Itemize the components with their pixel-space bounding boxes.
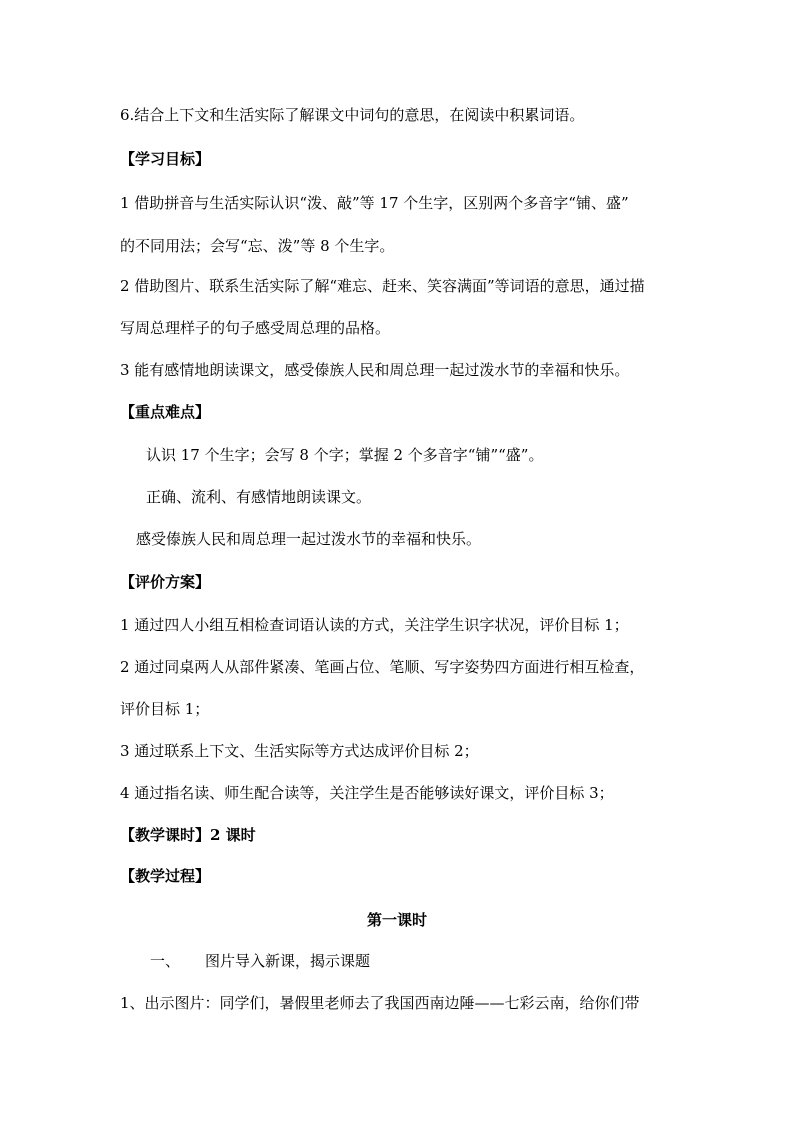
key-point-1: 认识 17 个生字；会写 8 个字；掌握 2 个多音字“铺”“盛”。 [146, 446, 544, 464]
goal-1-line-2: 的不同用法；会写“忘、泼”等 8 个生字。 [120, 237, 395, 255]
goal-2-line-1: 2 借助图片、联系生活实际了解“难忘、赶来、笑容满面”等词语的意思，通过描 [120, 277, 645, 295]
section-1-text: 图片导入新课，揭示课题 [205, 952, 371, 970]
goal-2-line-2: 写周总理样子的句子感受周总理的品格。 [120, 319, 391, 337]
key-point-3: 感受傣族人民和周总理一起过泼水节的幸福和快乐。 [136, 530, 482, 548]
evaluation-1: 1 通过四人小组互相检查词语认读的方式，关注学生识字状况，评价目标 1； [120, 616, 629, 634]
objective-6: 6.结合上下文和生活实际了解课文中词句的意思，在阅读中积累词语。 [120, 106, 585, 124]
evaluation-3: 3 通过联系上下文、生活实际等方式达成评价目标 2； [120, 742, 479, 760]
key-point-2: 正确、流利、有感情地朗读课文。 [146, 488, 372, 506]
evaluation-2-line-1: 2 通过同桌两人从部件紧凑、笔画占位、笔顺、写字姿势四方面进行相互检查， [120, 658, 645, 676]
section-1-number: 一、 [150, 952, 181, 970]
heading-key-points: 【重点难点】 [120, 403, 211, 421]
goal-1-line-1: 1 借助拼音与生活实际认识“泼、敲”等 17 个生字，区别两个多音字“铺、盛” [120, 194, 629, 212]
evaluation-2-line-2: 评价目标 1； [120, 700, 210, 718]
goal-3: 3 能有感情地朗读课文，感受傣族人民和周总理一起过泼水节的幸福和快乐。 [120, 361, 630, 379]
heading-evaluation: 【评价方案】 [120, 573, 211, 591]
heading-teaching-process: 【教学过程】 [120, 867, 211, 885]
heading-class-periods: 【教学课时】2 课时 [120, 826, 256, 844]
lesson-1-title: 第一课时 [366, 911, 427, 929]
paragraph-1: 1、出示图片：同学们，暑假里老师去了我国西南边陲——七彩云南，给你们带 [120, 994, 640, 1012]
heading-learning-goals: 【学习目标】 [120, 150, 211, 168]
evaluation-4: 4 通过指名读、师生配合读等，关注学生是否能够读好课文，评价目标 3； [120, 784, 614, 802]
section-1-heading [150, 951, 370, 971]
